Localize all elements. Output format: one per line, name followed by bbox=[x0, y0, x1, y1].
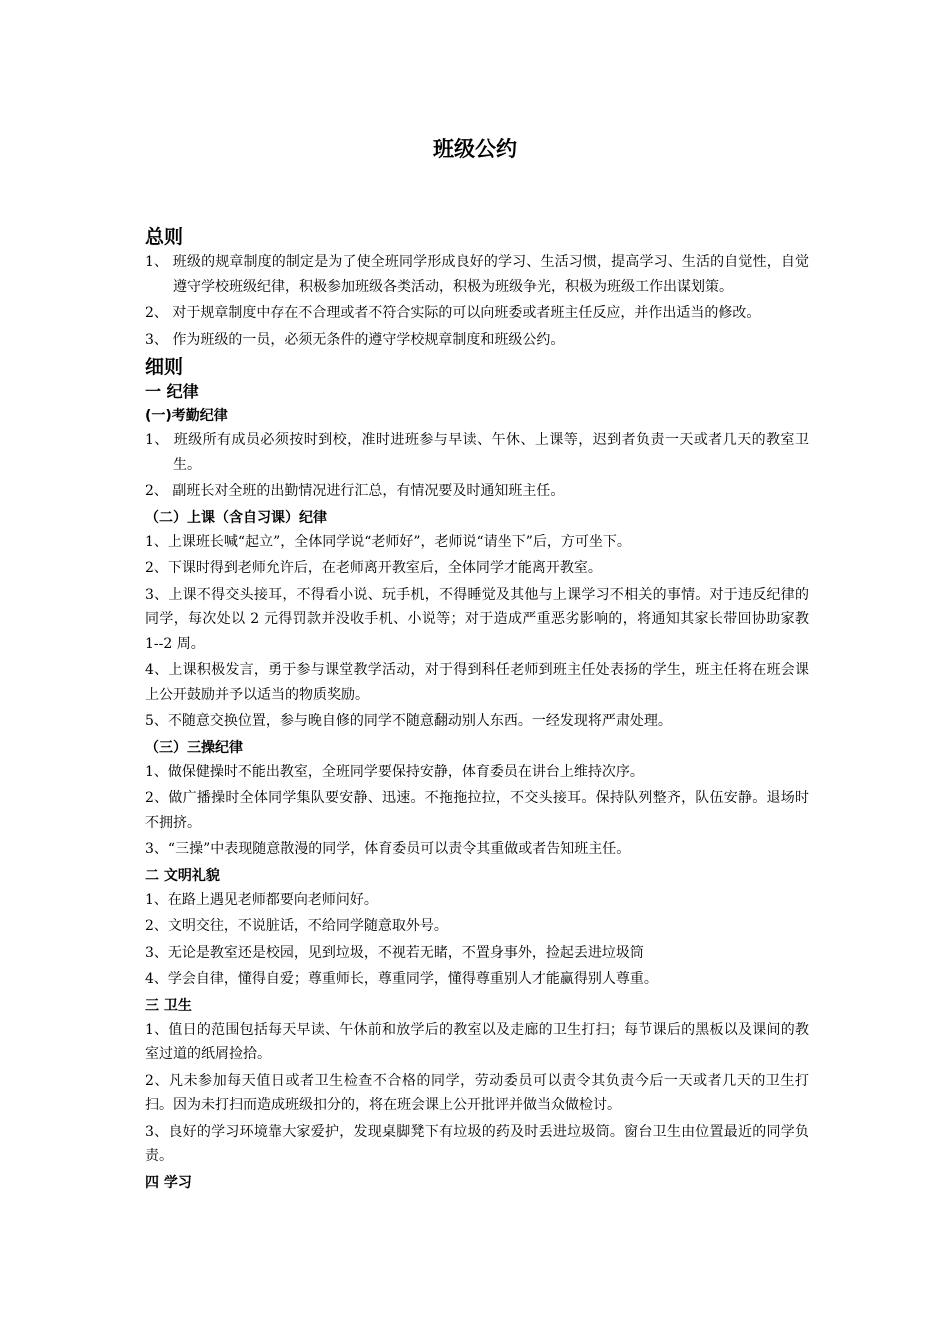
paragraph-item: 3、无论是教室还是校园，见到垃圾，不视若无睹，不置身事外，捡起丢进垃圾筒 bbox=[145, 944, 644, 961]
numbered-item: 2、 副班长对全班的出勤情况进行汇总，有情况要及时通知班主任。 bbox=[145, 483, 565, 499]
subsection-heading: 一 纪律 bbox=[145, 382, 199, 401]
clause-heading: 三 卫生 bbox=[145, 997, 192, 1014]
paragraph-item: 5、不随意交换位置，参与晚自修的同学不随意翻动别人东西。一经发现将严肃处理。 bbox=[145, 713, 672, 729]
section-heading: 细则 bbox=[145, 356, 184, 378]
paragraph-item: 1、做保健操时不能出教室，全班同学要保持安静，体育委员在讲台上维持次序。 bbox=[145, 763, 644, 780]
numbered-item: 1、 班级所有成员必须按时到校，准时进班参与早读、午休、上课等，迟到者负责一天或者几天的教室卫生。 bbox=[145, 432, 809, 473]
clause-heading: （二）上课（含自习课）纪律 bbox=[145, 509, 327, 526]
paragraph-item: 2、做广播操时全体同学集队要安静、迅速。不拖拖拉拉，不交头接耳。保持队列整齐，队伍安静。退场时不拥挤。 bbox=[145, 790, 809, 831]
numbered-item: 3、 作为班级的一员，必须无条件的遵守学校规章制度和班级公约。 bbox=[145, 331, 565, 348]
numbered-item: 1、 班级的规章制度的制定是为了使全班同学形成良好的学习、生活习惯，提高学习、生活的自觉性，自觉遵守学校班级纪律，积极参加班级各类活动，积极为班级争光，积极为班级工作出谋划策。 bbox=[145, 254, 809, 295]
clause-heading: 四 学习 bbox=[145, 1174, 192, 1191]
document-body bbox=[145, 222, 809, 1195]
paragraph-item: 4、学会自律，懂得自爱；尊重师长，尊重同学，懂得尊重别人才能赢得别人尊重。 bbox=[145, 971, 658, 987]
paragraph-item: 4、上课积极发言，勇于参与课堂教学活动，对于得到科任老师到班主任处表扬的学生，班主任将在班会课上公开鼓励并予以适当的物质奖励。 bbox=[145, 662, 809, 703]
clause-heading: (一)考勤纪律 bbox=[145, 408, 228, 424]
paragraph-item: 1、上课班长喊“起立”，全体同学说“老师好”，老师说“请坐下”后，方可坐下。 bbox=[145, 533, 631, 550]
numbered-item: 2、 对于规章制度中存在不合理或者不符合实际的可以向班委或者班主任反应，并作出适当的修改。 bbox=[145, 305, 761, 321]
clause-heading: 二 文明礼貌 bbox=[145, 867, 220, 884]
paragraph-item: 2、凡未参加每天值日或者卫生检查不合格的同学，劳动委员可以责令其负责今后一天或者几天的卫生打扫。因为未打扫而造成班级扣分的，将在班会课上公开批评并做当众做检讨。 bbox=[145, 1072, 809, 1113]
paragraph-item: 2、下课时得到老师允许后，在老师离开教室后，全体同学才能离开教室。 bbox=[145, 560, 602, 576]
page-title: 班级公约 bbox=[433, 137, 517, 161]
paragraph-item: 2、文明交往，不说脏话，不给同学随意取外号。 bbox=[145, 918, 448, 934]
paragraph-item: 3、上课不得交头接耳，不得看小说、玩手机，不得睡觉及其他与上课学习不相关的事情。对于违反纪律的同学，每次处以 2 元得罚款并没收手机、小说等；对于造成严重恶劣影响的，将通知其家长带回协助家教 1--2 周。 bbox=[145, 586, 809, 652]
paragraph-item: 3、“三操”中表现随意散漫的同学，体育委员可以责令其重做或者告知班主任。 bbox=[145, 841, 631, 857]
paragraph-item: 3、良好的学习环境靠大家爱护，发现桌脚凳下有垃圾的药及时丢进垃圾筒。窗台卫生由位置最近的同学负责。 bbox=[145, 1123, 809, 1164]
clause-heading: （三）三操纪律 bbox=[145, 739, 243, 756]
paragraph-item: 1、值日的范围包括每天早读、午休前和放学后的教室以及走廊的卫生打扫；每节课后的黑板以及课间的教室过道的纸屑捡拾。 bbox=[145, 1021, 809, 1062]
paragraph-item: 1、在路上遇见老师都要向老师问好。 bbox=[145, 891, 378, 908]
section-heading: 总则 bbox=[145, 226, 184, 248]
